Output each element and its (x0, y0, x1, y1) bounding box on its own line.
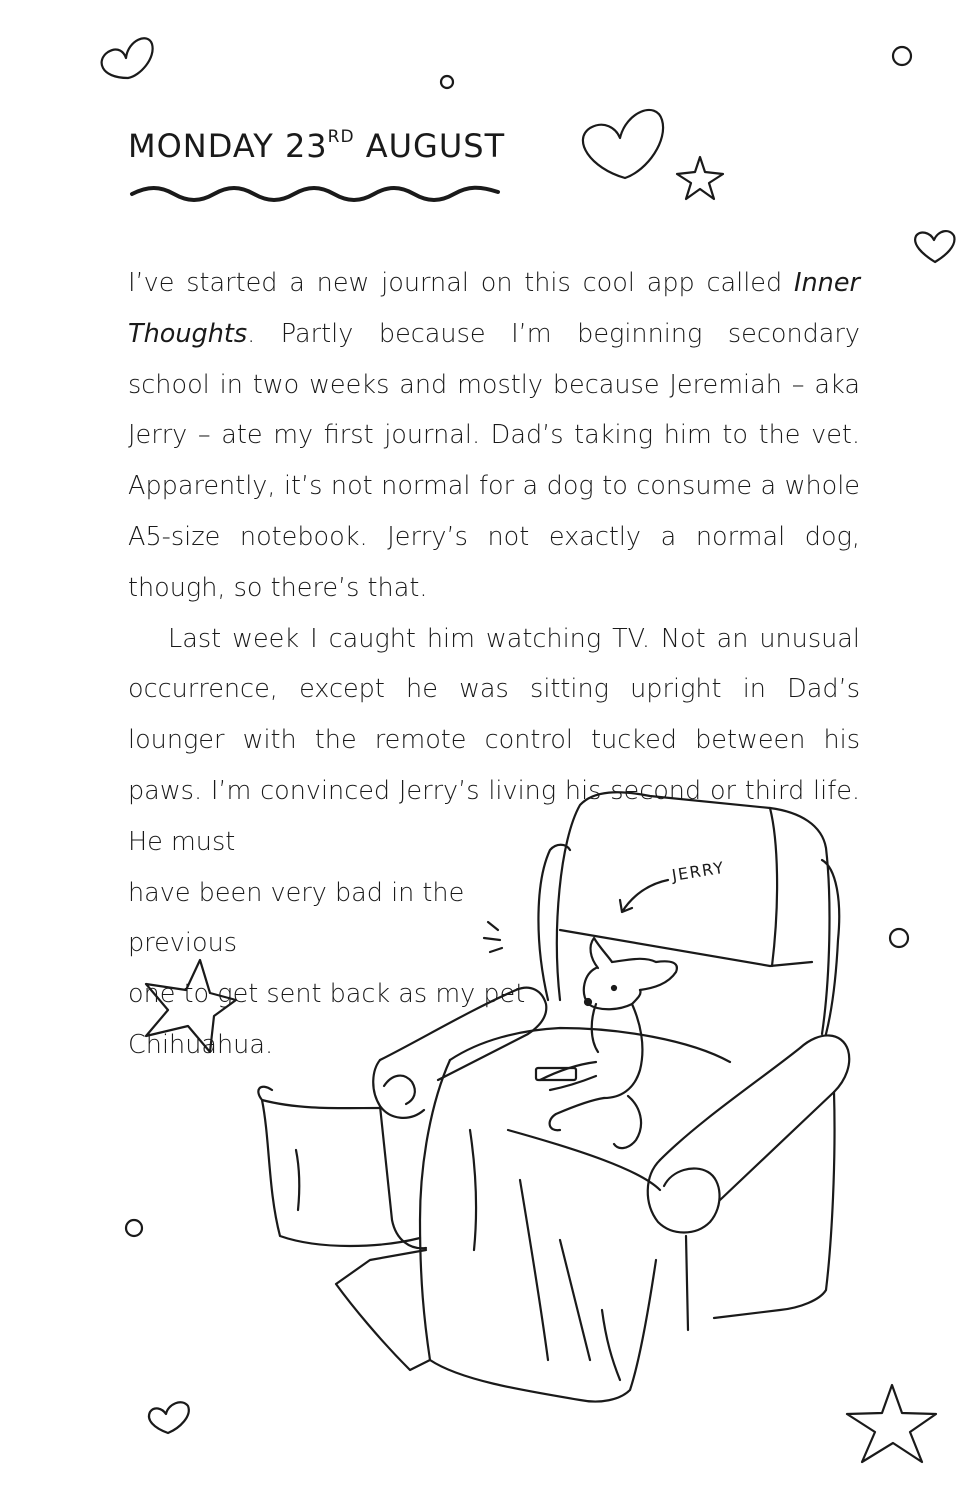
heart-doodle-top-left (102, 38, 153, 78)
heading-day: MONDAY 23 (128, 127, 328, 165)
paragraph-2-line: Chihuahua. (128, 1029, 274, 1060)
heart-doodle-large (583, 110, 663, 178)
paragraph-2-wrap-lines (128, 868, 568, 1071)
paragraph-1 (128, 258, 860, 614)
illustration-caption: JERRY (670, 857, 727, 885)
heading-month: AUGUST (365, 127, 506, 165)
circle-doodle (893, 47, 911, 65)
paragraph-1-rest: . Partly because I’m beginning secondary school in two weeks and mostly because Jeremiah – aka Jerry – ate my first journal. Dad’s taking him to the vet. Apparently, it’s not normal for a dog to consume a whole A5-size notebook. Jerry’s not exactly a normal dog, though, so there’s that. (128, 318, 860, 603)
paragraph-2-main: Last week I caught him watching TV. Not an unusual occurrence, except he was sitting upright in Dad’s lounger with the remote control tucked between his paws. I’m convinced Jerry’s living his second or third life. He must (128, 623, 860, 857)
circle-doodle (890, 929, 908, 947)
paragraph-2 (128, 614, 860, 868)
heading-ordinal: RD (327, 127, 355, 148)
entry-date-heading (128, 127, 506, 165)
heart-doodle-bottom-left (149, 1402, 189, 1433)
journal-body (128, 258, 860, 1071)
heart-doodle-right (915, 231, 954, 262)
paragraph-1-start: I’ve started a new journal on this cool app called (128, 268, 794, 298)
app-name: Inner Thoughts (128, 268, 860, 349)
circle-doodle (441, 76, 453, 88)
heading-squiggle-underline (128, 180, 502, 210)
circle-doodle (126, 1220, 142, 1236)
star-doodle (677, 157, 723, 199)
star-doodle (847, 1385, 936, 1462)
paragraph-2-line: have been very bad in the previous (128, 877, 465, 959)
paragraph-2-line: one to get sent back as my pet (128, 979, 526, 1010)
